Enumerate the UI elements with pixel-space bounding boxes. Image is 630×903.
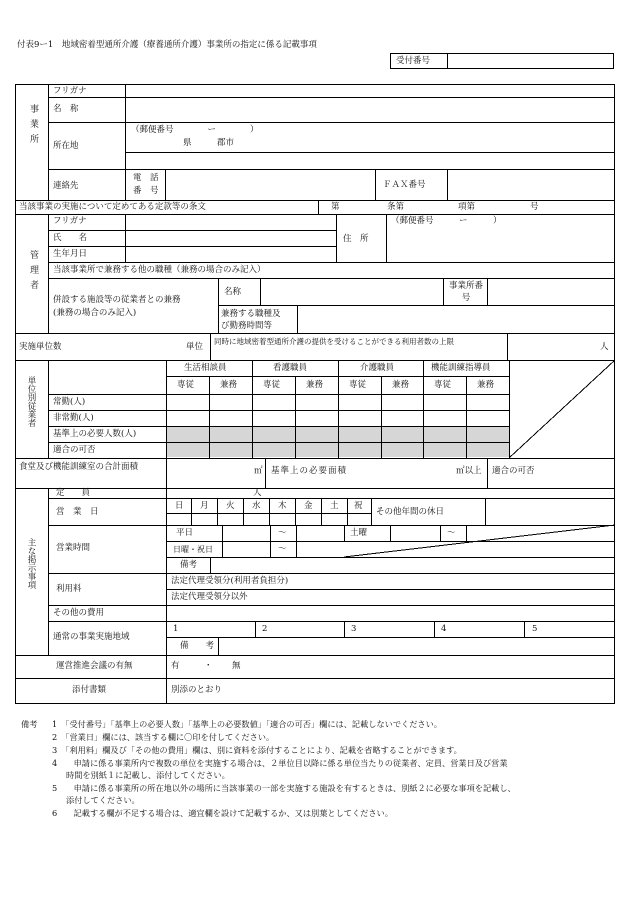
- staff-sub-header: 専従: [177, 380, 195, 390]
- area-number: 2: [262, 624, 268, 634]
- office-furigana-label: フリガナ: [53, 86, 87, 96]
- area-label: 通常の事業実施地域: [53, 632, 130, 642]
- area-number: 3: [351, 624, 357, 634]
- manager-birth-label: 生年月日: [53, 249, 88, 259]
- manager-other-job-label: 当該事業所で兼務する他の職種（兼務の場合のみ記入）: [53, 265, 266, 275]
- saturday-label: 土曜: [350, 528, 368, 538]
- office-phone-input[interactable]: [170, 178, 370, 190]
- articles-jou: 条第: [387, 202, 405, 212]
- weekday-cell[interactable]: 日: [175, 501, 184, 511]
- staff-sub-header: 専従: [349, 380, 367, 390]
- sunday-tilde: ～: [278, 544, 287, 554]
- note-5-cont: 添付してください。: [66, 795, 140, 805]
- fee-a-label: 法定代理受領分(利用者負担分): [171, 576, 289, 586]
- room-label: 食堂及び機能訓練室の合計面積: [19, 462, 139, 472]
- meeting-no[interactable]: 無: [232, 661, 241, 671]
- weekday-label: 平日: [176, 528, 194, 538]
- staff-sub-header: 兼務: [220, 380, 238, 390]
- manager-section-label: 管理者: [28, 250, 38, 295]
- office-furigana-input[interactable]: [130, 86, 610, 96]
- articles-gou: 号: [530, 202, 539, 212]
- room-sqm: ㎡: [254, 466, 263, 476]
- office-address-label: 所在地: [53, 141, 79, 151]
- office-name-input[interactable]: [130, 100, 610, 120]
- hours-remarks-label: 備考: [180, 560, 198, 570]
- manager-furigana-label: フリガナ: [53, 216, 87, 226]
- form-title: 付表9ー1 地域密着型通所介護（療養通所介護）事業所の指定に係る記載事項: [17, 40, 317, 50]
- holidays-label: その他年間の休日: [376, 507, 445, 517]
- area-number: 1: [173, 624, 179, 634]
- office-pref-city[interactable]: 県 郡市: [183, 138, 235, 148]
- manager-concurrent-label: 併設する施設等の従業者との兼務 (兼務の場合のみ記入): [53, 295, 181, 318]
- staff-sub-header: 兼務: [392, 380, 410, 390]
- staff-row-required: 基準上の必要人数(人): [53, 429, 137, 439]
- weekday-cell[interactable]: 金: [304, 501, 313, 511]
- office-fax-label: ＦＡＸ番号: [383, 180, 426, 190]
- main-capacity-label: 定 員: [56, 488, 91, 498]
- facility-no-label: 事業所番 号: [449, 281, 484, 303]
- staff-row-ok: 適合の可否: [53, 445, 96, 455]
- receipt-label: 受付番号: [396, 56, 431, 66]
- office-phone-label: 電 話 番 号: [133, 173, 159, 196]
- note-3: 3 「利用料」欄及び「その他の費用」欄は、別に資料を添付することにより、記載を省略することができます。: [52, 745, 462, 755]
- office-section-label: 事業所: [28, 104, 38, 149]
- manager-name-input[interactable]: [130, 232, 330, 244]
- staff-job-header: 介護職員: [360, 363, 395, 373]
- manager-name-label: 氏 名: [53, 233, 88, 243]
- note-4: 4 申請に係る事業所内で複数の単位を実施する場合は、２単位目以降に係る単位当たりの従業者、定員、営業日及び営業: [52, 758, 508, 768]
- staff-sub-header: 兼務: [477, 380, 495, 390]
- weekday-cell[interactable]: 土: [330, 501, 339, 511]
- office-name-label: 名 称: [53, 104, 79, 114]
- attach-value: 別添のとおり: [171, 685, 223, 695]
- attach-label: 添付書類: [72, 685, 107, 695]
- weekday-tilde: ～: [278, 528, 287, 538]
- staff-row-fulltime: 常勤(人): [53, 397, 86, 407]
- manager-postal[interactable]: （郵便番号 ー ）: [391, 216, 502, 226]
- capacity-label: 同時に地域密着型通所介護の提供を受けることができる利用者数の上限: [214, 337, 454, 346]
- units-label: 実施単位数: [19, 342, 62, 352]
- main-section-label: 主な掲示事項: [26, 538, 36, 589]
- saturday-tilde: ～: [447, 528, 456, 538]
- note-1: 1 「受付番号」「基準上の必要人数」「基準上の必要数値」「適合の可否」欄には、記載しないでください。: [52, 719, 442, 729]
- articles-dai: 第: [331, 202, 340, 212]
- hours-label: 営業時間: [56, 543, 91, 553]
- capacity-person: 人: [600, 342, 609, 352]
- staff-row-parttime: 非常勤(人): [53, 413, 94, 423]
- meeting-yes[interactable]: 有: [171, 661, 180, 671]
- note-5: 5 申請に係る事業所の所在地以外の場所に当該事業の一部を実施する施設を有するときは、別紙２に必要な事項を記載し、: [52, 783, 516, 793]
- staff-sub-header: 兼務: [306, 380, 324, 390]
- staff-section-label: 単位別従業者: [26, 376, 36, 427]
- staff-job-header: 看護職員: [273, 363, 308, 373]
- note-2: 2 「営業日」欄には、該当する欄に〇印を付してください。: [52, 732, 275, 742]
- weekday-cell[interactable]: 祝: [354, 501, 363, 511]
- articles-label: 当該事業の実施について定めてある定款等の条文: [19, 202, 206, 212]
- area-remarks-label: 備 考: [180, 641, 215, 651]
- office-contact-label: 連絡先: [53, 181, 79, 191]
- room-sqm-over: ㎡以上: [456, 466, 482, 476]
- staff-sub-header: 専従: [263, 380, 281, 390]
- staff-sub-header: 専従: [434, 380, 452, 390]
- weekday-cell[interactable]: 月: [200, 501, 209, 511]
- staff-job-header: 生活相談員: [184, 363, 227, 373]
- main-days-label: 営 業 日: [56, 507, 99, 517]
- main-capacity-person: 人: [253, 488, 262, 498]
- units-unit: 単位: [186, 342, 204, 352]
- office-postal[interactable]: （郵便番号 ー ）: [131, 125, 259, 135]
- area-number: 4: [441, 624, 447, 634]
- meeting-label: 運営推進会議の有無: [56, 661, 133, 671]
- room-required-label: 基準上の必要面積: [271, 466, 348, 476]
- area-number: 5: [532, 624, 538, 634]
- fee-label: 利用料: [56, 584, 82, 594]
- meeting-dot: ・: [204, 661, 213, 671]
- facility-name-label: 名称: [224, 287, 242, 297]
- office-fax-input[interactable]: [452, 178, 610, 190]
- other-cost-label: その他の費用: [53, 608, 105, 618]
- room-ok-label: 適合の可否: [492, 466, 535, 476]
- manager-residence-label: 住 所: [343, 234, 369, 244]
- note-6: 6 記載する欄が不足する場合は、適宜欄を設けて記載するか、又は別葉としてください。: [52, 808, 393, 818]
- concurrent-job-label: 兼務する職種及 び勤務時間等: [221, 309, 281, 331]
- notes-head: 備考: [21, 719, 38, 729]
- weekday-cell[interactable]: 水: [252, 501, 261, 511]
- weekday-cell[interactable]: 火: [226, 501, 235, 511]
- fee-b-label: 法定代理受領分以外: [171, 592, 248, 602]
- staff-job-header: 機能訓練指導員: [431, 363, 491, 373]
- sunday-label: 日曜・祝日: [173, 545, 213, 554]
- articles-kou: 項第: [458, 202, 476, 212]
- weekday-cell[interactable]: 木: [278, 501, 287, 511]
- note-4-cont: 時間を別紙１に記載し、添付してください。: [66, 770, 230, 780]
